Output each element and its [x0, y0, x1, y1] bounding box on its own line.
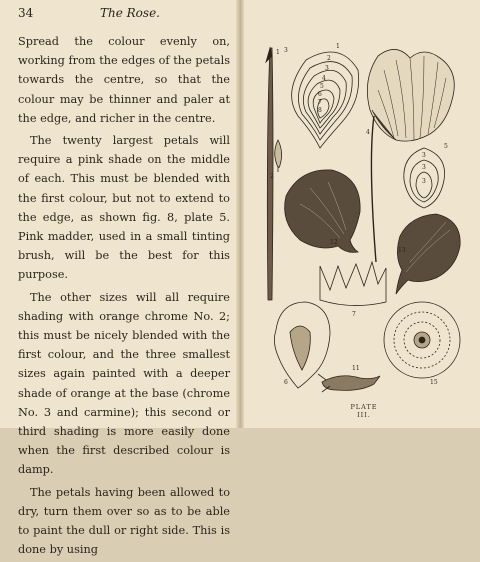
plate-label: PLATE III. [350, 403, 378, 419]
inner-num: 8 [318, 107, 322, 114]
paragraph: The other sizes will all require shading with orange chrome No. 2; this must be nicely blended with the first colour, and the three smallest sizes again painted with a deeper shade of orange at the base (chrome No. 3 and carmine); this second or third shading is more easily done when the first described colour is damp. [18, 290, 230, 477]
right-page [244, 0, 480, 428]
fig-num-3: 1 [276, 49, 280, 56]
book-gutter [236, 0, 244, 428]
fig-shaded-petal-right [396, 214, 460, 294]
inner-num: 5 [320, 83, 324, 90]
fig-2-bud [275, 140, 282, 172]
page-number: 34 [18, 6, 34, 20]
fig-6-petal [274, 302, 330, 388]
body-text [18, 32, 230, 562]
inner-num: 3 [325, 65, 329, 72]
fig-num-1: 1 [336, 43, 340, 50]
fig-num-4: 4 [366, 129, 370, 136]
paragraph: Spread the colour evenly on, working from the edges of the petals towards the centre, so that the colour may be thinner and paler at the edge, and richer in the centre. [18, 35, 230, 125]
fig-15-circle [384, 302, 460, 378]
paragraph: The petals having been allowed to dry, turn them over so as to be able to paint the dull or right side. This is done by using [18, 485, 230, 557]
fig-12-shaded-petal [285, 170, 361, 253]
fig-7-calyx [320, 262, 386, 306]
inner-num: 3 [422, 164, 426, 171]
paragraph: The twenty largest petals will require a pink shade on the middle of each. This must be blended with the first colour, but not to extend to the edge, as shown fig. 8, plate 5. Pink madder, used in a small tinting brush, will be the best for this purpose. [18, 134, 230, 282]
left-page [0, 0, 238, 557]
fig-11-small-bud [318, 374, 380, 392]
inner-num: 6 [318, 91, 322, 98]
fig-num-6: 6 [284, 379, 288, 386]
fig-num-7: 7 [352, 311, 356, 318]
inner-num: 3 [422, 152, 426, 159]
fig-num-13: 13 [398, 247, 406, 254]
fig-num-15: 15 [430, 379, 438, 386]
fig-num-12: 12 [330, 239, 338, 246]
fig-num-2: 2 [270, 173, 274, 180]
fig-num-3-label: 3 [284, 47, 288, 54]
fig-num-11: 11 [352, 365, 360, 372]
inner-num: 4 [322, 75, 326, 82]
running-head [10, 6, 228, 22]
plate-illustration [244, 0, 480, 428]
running-title: The Rose. [100, 6, 160, 20]
inner-num: 3 [422, 178, 426, 185]
fig-num-5: 5 [444, 143, 448, 150]
inner-num: 7 [318, 99, 322, 106]
inner-num: 2 [327, 55, 331, 62]
